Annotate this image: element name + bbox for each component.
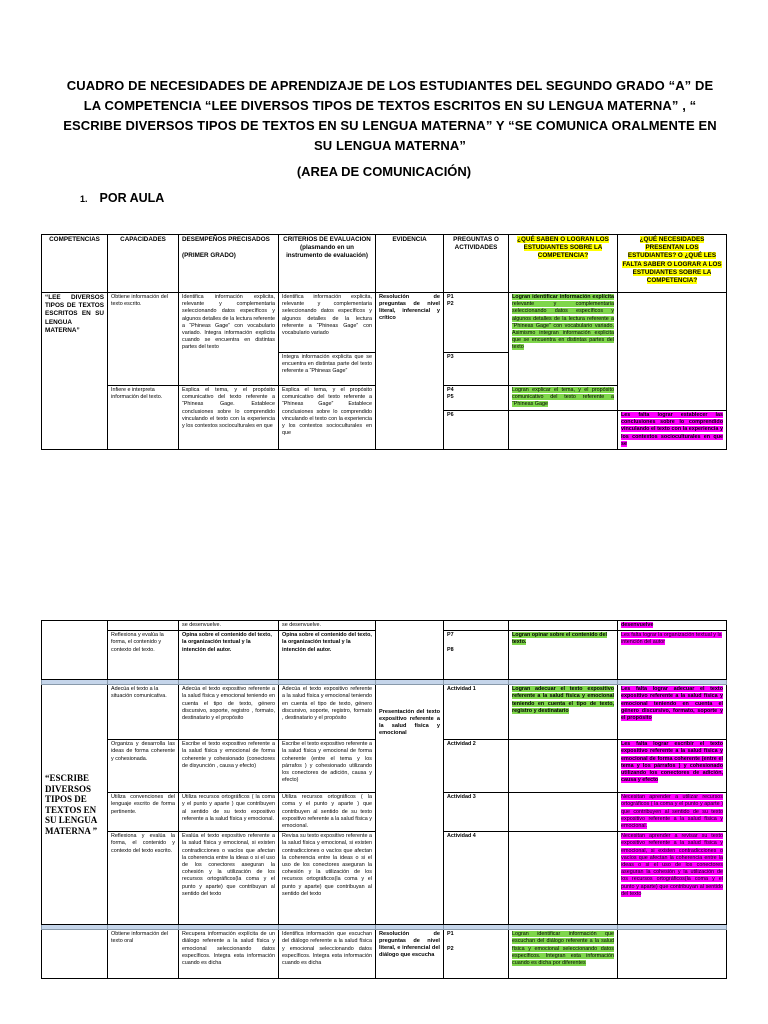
pregunta-p4: P4 — [447, 387, 454, 393]
saben-empty-2 — [509, 411, 618, 450]
capacidad-utiliza: Utiliza convenciones del lenguaje escrito de forma pertinente. — [108, 793, 179, 832]
pregunta-p6: P6 — [444, 411, 509, 450]
necesidades-utiliza — [618, 793, 727, 832]
saben-empty-d — [509, 832, 618, 925]
competencia-escribe: “ESCRIBE DIVERSOS TIPOS DE TEXTOS EN SU LENGUA MATERNA ” — [42, 685, 108, 925]
actividad-2: Actividad 2 — [444, 740, 509, 793]
preguntas-p7-p8 — [444, 631, 509, 680]
evidencia-2: Presentación del texto expositivo referente a la salud física y emocional — [376, 685, 444, 925]
capacidad-reflexiona: Reflexiona y evalúa la forma, el contenido y contexto del texto. — [108, 631, 179, 680]
desempeno-adecua: Adecúa el texto expositivo referente a la salud física y emocional teniendo en cuenta el tipo de texto, género discursivo, soporte, registro , formato, destinatario y el propósito — [179, 685, 279, 740]
saben-1-text: relevante y complementaria seleccionando datos específicos y algunos detalles de la lectura referente a “Phineas Gage” con vocabulario variado. Asimismo integran información explicita que se encuentra en distintas partes del texto — [512, 301, 614, 351]
table-header-row — [42, 235, 727, 293]
desempeno-2: Explica el tema, y el propósito comunicativo del texto referente a “Phineas Gage. Establece conclusiones sobre lo comprendido vinculando el texto con la experiencia y los contextos socioculturales en que — [179, 386, 279, 450]
desempeno-evalua: Evalúa el texto expositivo referente a la salud física y emocional, si existen contradicciones o vacíos que afectan la coherencia entre la ideas o si el uso de los conectores aseguran la cohesión y la utilización de los recursos ortográficos(la coma y el punto y aparte) que contribuyan al sentido del texto — [179, 832, 279, 925]
competencia-oral-empty — [42, 930, 108, 979]
pregunta-oral-p1: P1 — [447, 931, 454, 938]
capacidad-reflexiona-escrito: Reflexiona y evalúa la forma, el contenido y contexto del texto escrito. — [108, 832, 179, 925]
necesidades-organiza — [618, 740, 727, 793]
cont-desempeno: se desenvuelve. — [179, 621, 279, 631]
cont-cap-empty — [108, 621, 179, 631]
cont-necesidades — [618, 621, 727, 631]
needs-table-2 — [41, 620, 727, 979]
criterio-1: Identifica información explicita, relevante y complementaria seleccionando datos específicos y algunos detalles de la lectura referente a “Phineas Gage” con vocabulario variado — [279, 293, 376, 353]
header-capacidades: CAPACIDADES — [108, 235, 179, 293]
desempeno-3: Opina sobre el contenido del texto, la organización textual y la intención del autor. — [179, 631, 279, 680]
section-label: POR AULA — [99, 191, 165, 205]
necesidades-2-text: Les falta lograr la organización textual y la intención del autor — [621, 632, 722, 646]
preguntas-p4-p5 — [444, 386, 509, 411]
capacidad-obtiene: Obtiene información del texto escrito. — [108, 293, 179, 386]
header-desempenos — [179, 235, 279, 293]
header-competencias: COMPETENCIAS — [42, 235, 108, 293]
desempeno-recupera: Recupera información explícita de un diálogo referente a la salud física y emocional seleccionando datos específicos. Integra esta información cuando es dicha — [179, 930, 279, 979]
necesidades-oral-empty — [618, 930, 727, 979]
cont-preg-empty — [444, 621, 509, 631]
pregunta-p8: P8 — [447, 646, 454, 653]
saben-oral-text: Logran identificar información que escuchan del diálogo referente a la salud física y emocional seleccionando datos específicos. Integran esta información cuando es dicha por diferentes — [512, 931, 614, 967]
saben-empty-c — [509, 793, 618, 832]
necesidades-revisa — [618, 832, 727, 925]
criterio-4: Opina sobre el contenido del texto, la organización textual y la intención del autor. — [279, 631, 376, 680]
necesidades-utiliza-text: Necesitan aprender a utilizar recursos ortográficos ( la coma y el punto y aparte ) que contribuyen al sentido de su texto expositivo referente a la salud física y emocional. — [621, 794, 723, 830]
competencia-empty — [42, 621, 108, 680]
pregunta-p7: P7 — [447, 632, 454, 639]
pregunta-p2: P2 — [447, 301, 454, 308]
necesidades-adecua-text: Les falta lograr adecuar el texto expositivo referente a la salud física y emocional teniendo en cuenta el género discursivo, formato, soporte y el propósito — [621, 686, 723, 722]
saben-adecua — [509, 685, 618, 740]
pregunta-p1: P1 — [447, 294, 454, 300]
header-que-necesidades — [618, 235, 727, 293]
actividad-3: Actividad 3 — [444, 793, 509, 832]
header-desempenos-label: DESEMPEÑOS PRECISADOS — [182, 236, 270, 243]
header-que-saben-text: ¿QUÉ SABEN O LOGRAN LOS ESTUDIANTES SOBRE LA COMPETENCIA? — [517, 236, 609, 260]
document-title: CUADRO DE NECESIDADES DE APRENDIZAJE DE LOS ESTUDIANTES DEL SEGUNDO GRADO “A” DE LA COMPETENCIA “LEE DIVERSOS TIPOS DE TEXTOS ESCRITOS EN SU LENGUA MATERNA” , “ ESCRIBE DIVERSOS TIPOS DE TEXTOS EN SU LENGUA MATERNA” Y “SE COMUNICA ORALMENTE EN SU LENGUA MATERNA” — [63, 78, 717, 153]
pregunta-oral-p2: P2 — [447, 945, 454, 952]
saben-empty-b — [509, 740, 618, 793]
actividad-1: Actividad 1 — [444, 685, 509, 740]
pregunta-p5: P5 — [447, 394, 454, 401]
criterio-revisa: Revisa su texto expositivo referente a la salud física y emocional, si existen contradicciones o vacíos que afectan la coherencia entre la ideas o si el uso de los conectores aseguran la cohesión y la utilización de los recursos ortográficos(la coma y el punto y aparte) que contribuyan al sentido del texto — [279, 832, 376, 925]
capacidad-infiere: Infiere e interpreta información del texto. — [108, 386, 179, 450]
necesidades-1-text: Les falta lograr establecer las conclusiones sobre lo comprendido vinculando el texto con la experiencia y los contextos socioculturales en que se — [621, 412, 723, 447]
necesidades-adecua — [618, 685, 727, 740]
header-evidencia: EVIDENCIA — [376, 235, 444, 293]
evidencia-1: Resolución de preguntas de nivel literal, inferencial y crítico — [376, 293, 444, 450]
saben-2 — [509, 386, 618, 411]
criterio-identifica-oral: Identifica información que escuchan del diálogo referente a la salud física y emocional seleccionando datos específicos. Integra esta información cuando es dicha — [279, 930, 376, 979]
preguntas-p1-p2 — [444, 293, 509, 353]
necesidades-organiza-text: Les falta lograr escribir el texto expositivo referente a la salud física y emocional de forma coherente (entre el tema y los párrafos ) y cohesionado utilizando los conectores de adición, causa y efecto — [621, 741, 723, 784]
criterio-2: Integra información explicita que se encuentra en distintas parte del texto referente a “Phineas Gage” — [279, 352, 376, 385]
saben-adecua-text: Logran adecuar el texto expositivo referente a la salud física y emocional teniendo en cuenta el tipo de texto, registro y destinatario — [512, 686, 614, 714]
cont-saben-empty — [509, 621, 618, 631]
saben-oral — [509, 930, 618, 979]
cont-criterio: se desenvuelve. — [279, 621, 376, 631]
competencia-lee: “LEE DIVERSOS TIPOS DE TEXTOS ESCRITOS EN SU LENGUA MATERNA” — [42, 293, 108, 450]
table-row — [42, 930, 727, 979]
necesidades-revisa-text: Necesitan aprender a revisar su texto expositivo referente a la salud física y emocional, si existen contradicciones o vacíos que afectan la coherencia entre la ideas o si el uso de los conectores aseguran la cohesión y la utilización de los recursos ortográficos(la coma y el punto y aparte) que contribuyan al sentido del texto — [621, 833, 723, 897]
header-que-saben — [509, 235, 618, 293]
section-number: 1. — [80, 194, 88, 204]
necesidades-2 — [618, 631, 727, 680]
preguntas-oral — [444, 930, 509, 979]
capacidad-adecua: Adecúa el texto a la situación comunicativa. — [108, 685, 179, 740]
pregunta-p3: P3 — [444, 352, 509, 385]
criterio-utiliza: Utiliza recursos ortográficos ( la coma y el punto y aparte ) que contribuyen al sentido de su texto expositivo referente a la salud física y emocional. — [279, 793, 376, 832]
saben-2-text: Logran explicar el tema, y el propósito comunicativo del texto referente a “Phineas Gage — [512, 387, 614, 408]
saben-1 — [509, 293, 618, 386]
header-grado: (PRIMER GRADO) — [182, 252, 236, 260]
saben-1-highlight: Logran identificar información explícita — [512, 294, 614, 300]
actividad-4: Actividad 4 — [444, 832, 509, 925]
desempeno-utiliza: Utiliza recursos ortográficos ( la coma y el punto y aparte ) que contribuyen al sentido de su texto expositivo referente a la salud física y emocional. — [179, 793, 279, 832]
capacidad-obtiene-oral: Obtiene información del texto oral — [108, 930, 179, 979]
necesidades-empty-1 — [618, 293, 727, 411]
capacidad-organiza: Organiza y desarrolla las ideas de forma coherente y cohesionada. — [108, 740, 179, 793]
table-row — [42, 621, 727, 631]
criterio-organiza: Escribe el texto expositivo referente a la salud física y emocional de forma coherente (entre el tema y los párrafos ) y cohesionado utilizando los conectores de adición, causa y efecto) — [279, 740, 376, 793]
evidencia-3: Resolución de preguntas de nivel literal, e inferencial del diálogo que escucha — [376, 930, 444, 979]
needs-table-1 — [41, 234, 727, 450]
criterio-adecua: Adecúa el texto expositivo referente a la salud física y emocional teniendo en cuenta el tipo de texto, género discursivo, soporte, registro, formato , destinatario y el propósito — [279, 685, 376, 740]
saben-3 — [509, 631, 618, 680]
header-que-necesidades-text: ¿QUÉ NECESIDADES PRESENTAN LOS ESTUDIANTES? O ¿QUÉ LES FALTA SABER O LOGRAR A LOS ESTUDIANTES SOBRE LA COMPETENCIA? — [622, 236, 722, 285]
criterio-3: Explica el tema, y el propósito comunicativo del texto referente a “Phineas Gage” Establece conclusiones sobre lo comprendido vinculando el texto con la experiencia y los contextos socioculturales en que — [279, 386, 376, 450]
desempeno-1: Identifica información explicita, relevante y complementaria seleccionando datos específicos y algunos detalles de la lectura referente a “Phineas Gage” con vocabulario variado. Integra información explicita cuando se encuentra en distintas partes del texto — [179, 293, 279, 386]
header-criterios: CRITERIOS DE EVALUACION (plasmando en un instrumento de evaluación) — [279, 235, 376, 293]
table-row — [42, 293, 727, 353]
cont-necesidades-text: desenvuelve — [621, 622, 654, 628]
header-preguntas: PREGUNTAS O ACTIVIDADES — [444, 235, 509, 293]
desempeno-organiza: Escribe el texto expositivo referente a la salud física y emocional de forma coherente y cohesionado (conectores de disyunción , causa y efecto) — [179, 740, 279, 793]
table-row — [42, 685, 727, 740]
section-heading — [80, 191, 164, 205]
document-subtitle: (AREA DE COMUNICACIÓN) — [296, 164, 472, 179]
cont-evidencia-empty — [376, 621, 444, 680]
necesidades-1 — [618, 411, 727, 450]
saben-3-text: Logran opinar sobre el contenido del texto. — [512, 632, 607, 646]
